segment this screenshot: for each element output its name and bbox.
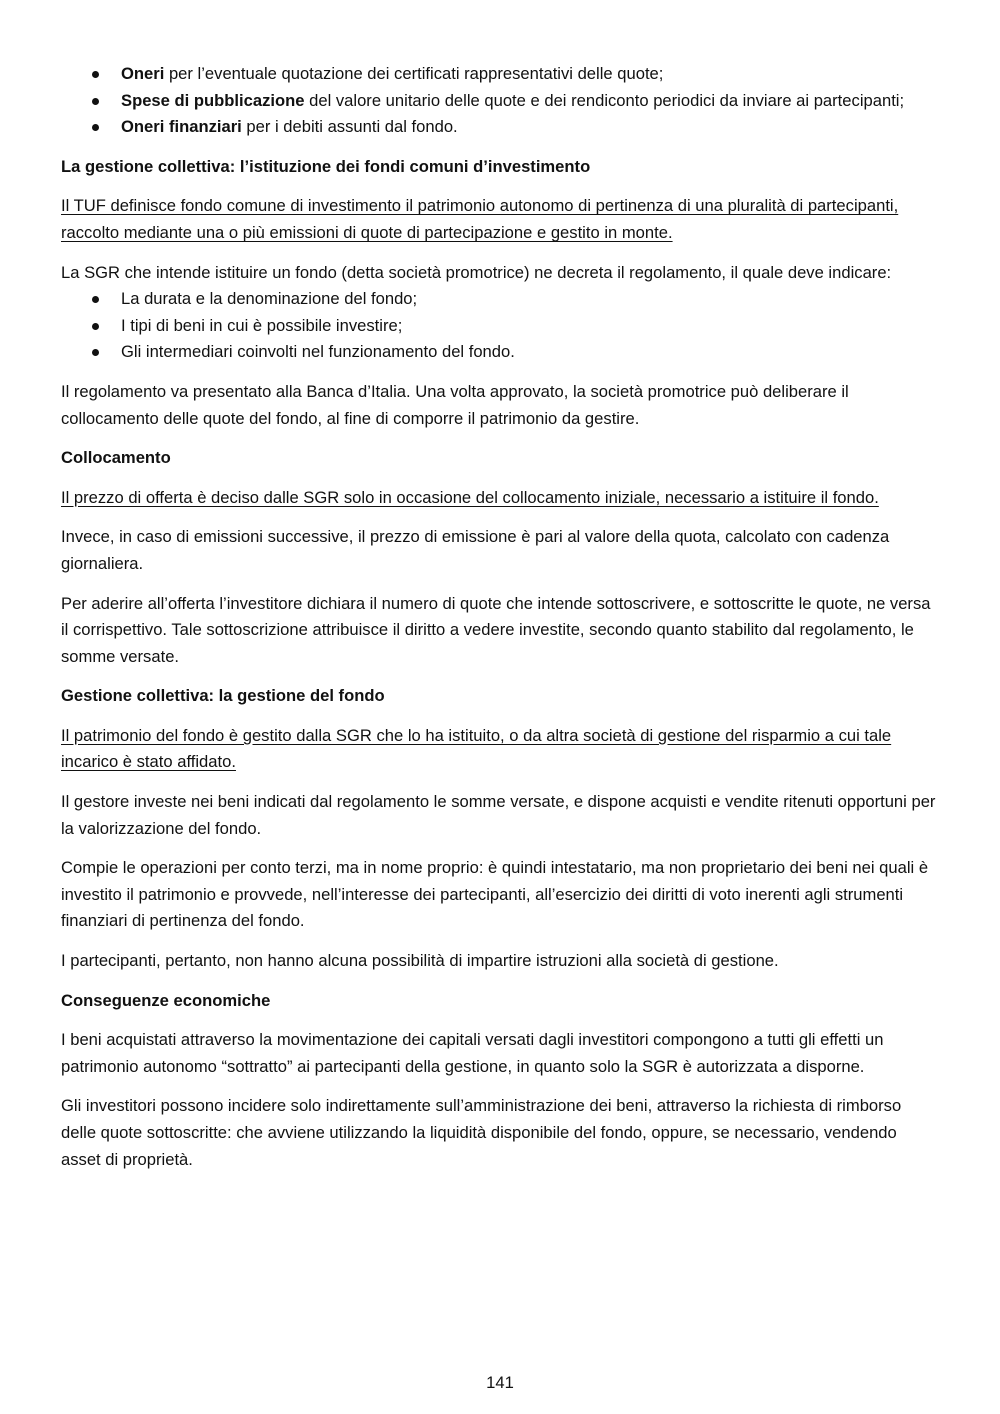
section-heading: Collocamento xyxy=(61,448,171,468)
paragraph: I partecipanti, pertanto, non hanno alcuna possibilità di impartire istruzioni alla società di gestione. xyxy=(61,951,779,971)
section-heading: Conseguenze economiche xyxy=(61,990,271,1010)
list-item-text: La durata e la denominazione del fondo; xyxy=(121,289,418,309)
definition-paragraph: Il prezzo di offerta è deciso dalle SGR solo in occasione del collocamento iniziale, necessario a istituire il fondo. xyxy=(61,487,879,507)
list-item xyxy=(61,61,936,88)
list-item xyxy=(61,114,936,141)
bullet-icon xyxy=(92,323,99,330)
paragraph: Compie le operazioni per conto terzi, ma in nome proprio: è quindi intestatario, ma non proprietario dei beni nei quali è investito il patrimonio e provvede, nell’interesse dei partecipanti, all’esercizio dei diritti di voto inerenti agli strumenti finanziari di pertinenza del fondo. xyxy=(61,858,929,931)
list-item-text: del valore unitario delle quote e dei rendiconto periodici da inviare ai partecipanti; xyxy=(304,90,905,110)
costs-list xyxy=(61,61,936,141)
bullet-icon xyxy=(92,349,99,356)
list-item-term: Spese di pubblicazione xyxy=(121,90,305,110)
paragraph: Il regolamento va presentato alla Banca d’Italia. Una volta approvato, la società promotrice può deliberare il collocamento delle quote del fondo, al fine di comporre il patrimonio da gestire. xyxy=(61,381,849,428)
regulation-list xyxy=(61,286,936,366)
list-item-text: per l’eventuale quotazione dei certificati rappresentativi delle quote; xyxy=(164,64,664,83)
definition-paragraph: Il patrimonio del fondo è gestito dalla SGR che lo ha istituito, o da altra società di gestione del risparmio a cui tale incarico è stato affidato. xyxy=(61,725,892,772)
paragraph: Per aderire all’offerta l’investitore dichiara il numero di quote che intende sottoscrivere, e sottoscritte le quote, ne versa il corrispettivo. Tale sottoscrizione attribuisce il diritto a vedere investite, secondo quanto stabilito dal regolamento, le somme versate. xyxy=(61,593,931,666)
section-heading: Gestione collettiva: la gestione del fondo xyxy=(61,686,385,706)
paragraph: I beni acquistati attraverso la movimentazione dei capitali versati dagli investitori compongono a tutti gli effetti un patrimonio autonomo “sottratto” ai partecipanti della gestione, in quanto solo la SGR è autorizzata a disporne. xyxy=(61,1030,884,1076)
list-item-text: per i debiti assunti dal fondo. xyxy=(241,117,458,137)
list-item-term: Oneri xyxy=(121,64,165,83)
list-item-text: Gli intermediari coinvolti nel funzionamento del fondo. xyxy=(121,342,515,362)
list-item-text: I tipi di beni in cui è possibile investire; xyxy=(121,315,403,335)
bullet-icon xyxy=(92,124,99,131)
paragraph: Gli investitori possono incidere solo indirettamente sull’amministrazione dei beni, attraverso la richiesta di rimborso delle quote sottoscritte: che avviene utilizzando la liquidità disponibile del fondo, oppure, se necessario, vendendo asset di proprietà. xyxy=(61,1096,902,1169)
list-item-term: Oneri finanziari xyxy=(121,117,242,137)
list-item xyxy=(61,286,936,313)
paragraph: Invece, in caso di emissioni successive, il prezzo di emissione è pari al valore della quota, calcolato con cadenza giornaliera. xyxy=(61,527,890,573)
list-item xyxy=(61,313,936,340)
bullet-icon xyxy=(92,71,99,78)
definition-paragraph: Il TUF definisce fondo comune di investimento il patrimonio autonomo di pertinenza di una pluralità di partecipanti, raccolto mediante una o più emissioni di quote di partecipazione e gestito in monte. xyxy=(61,196,899,242)
bullet-icon xyxy=(92,98,99,105)
bullet-icon xyxy=(92,296,99,303)
page-number: 141 xyxy=(486,1373,514,1392)
paragraph: La SGR che intende istituire un fondo (detta società promotrice) ne decreta il regolamento, il quale deve indicare: xyxy=(61,262,892,282)
paragraph: Il gestore investe nei beni indicati dal regolamento le somme versate, e dispone acquisti e vendite ritenuti opportuni per la valorizzazione del fondo. xyxy=(61,792,936,838)
section-heading: La gestione collettiva: l’istituzione dei fondi comuni d’investimento xyxy=(61,156,591,176)
page-content xyxy=(61,61,936,1173)
list-item xyxy=(61,88,936,115)
list-item xyxy=(61,339,936,366)
